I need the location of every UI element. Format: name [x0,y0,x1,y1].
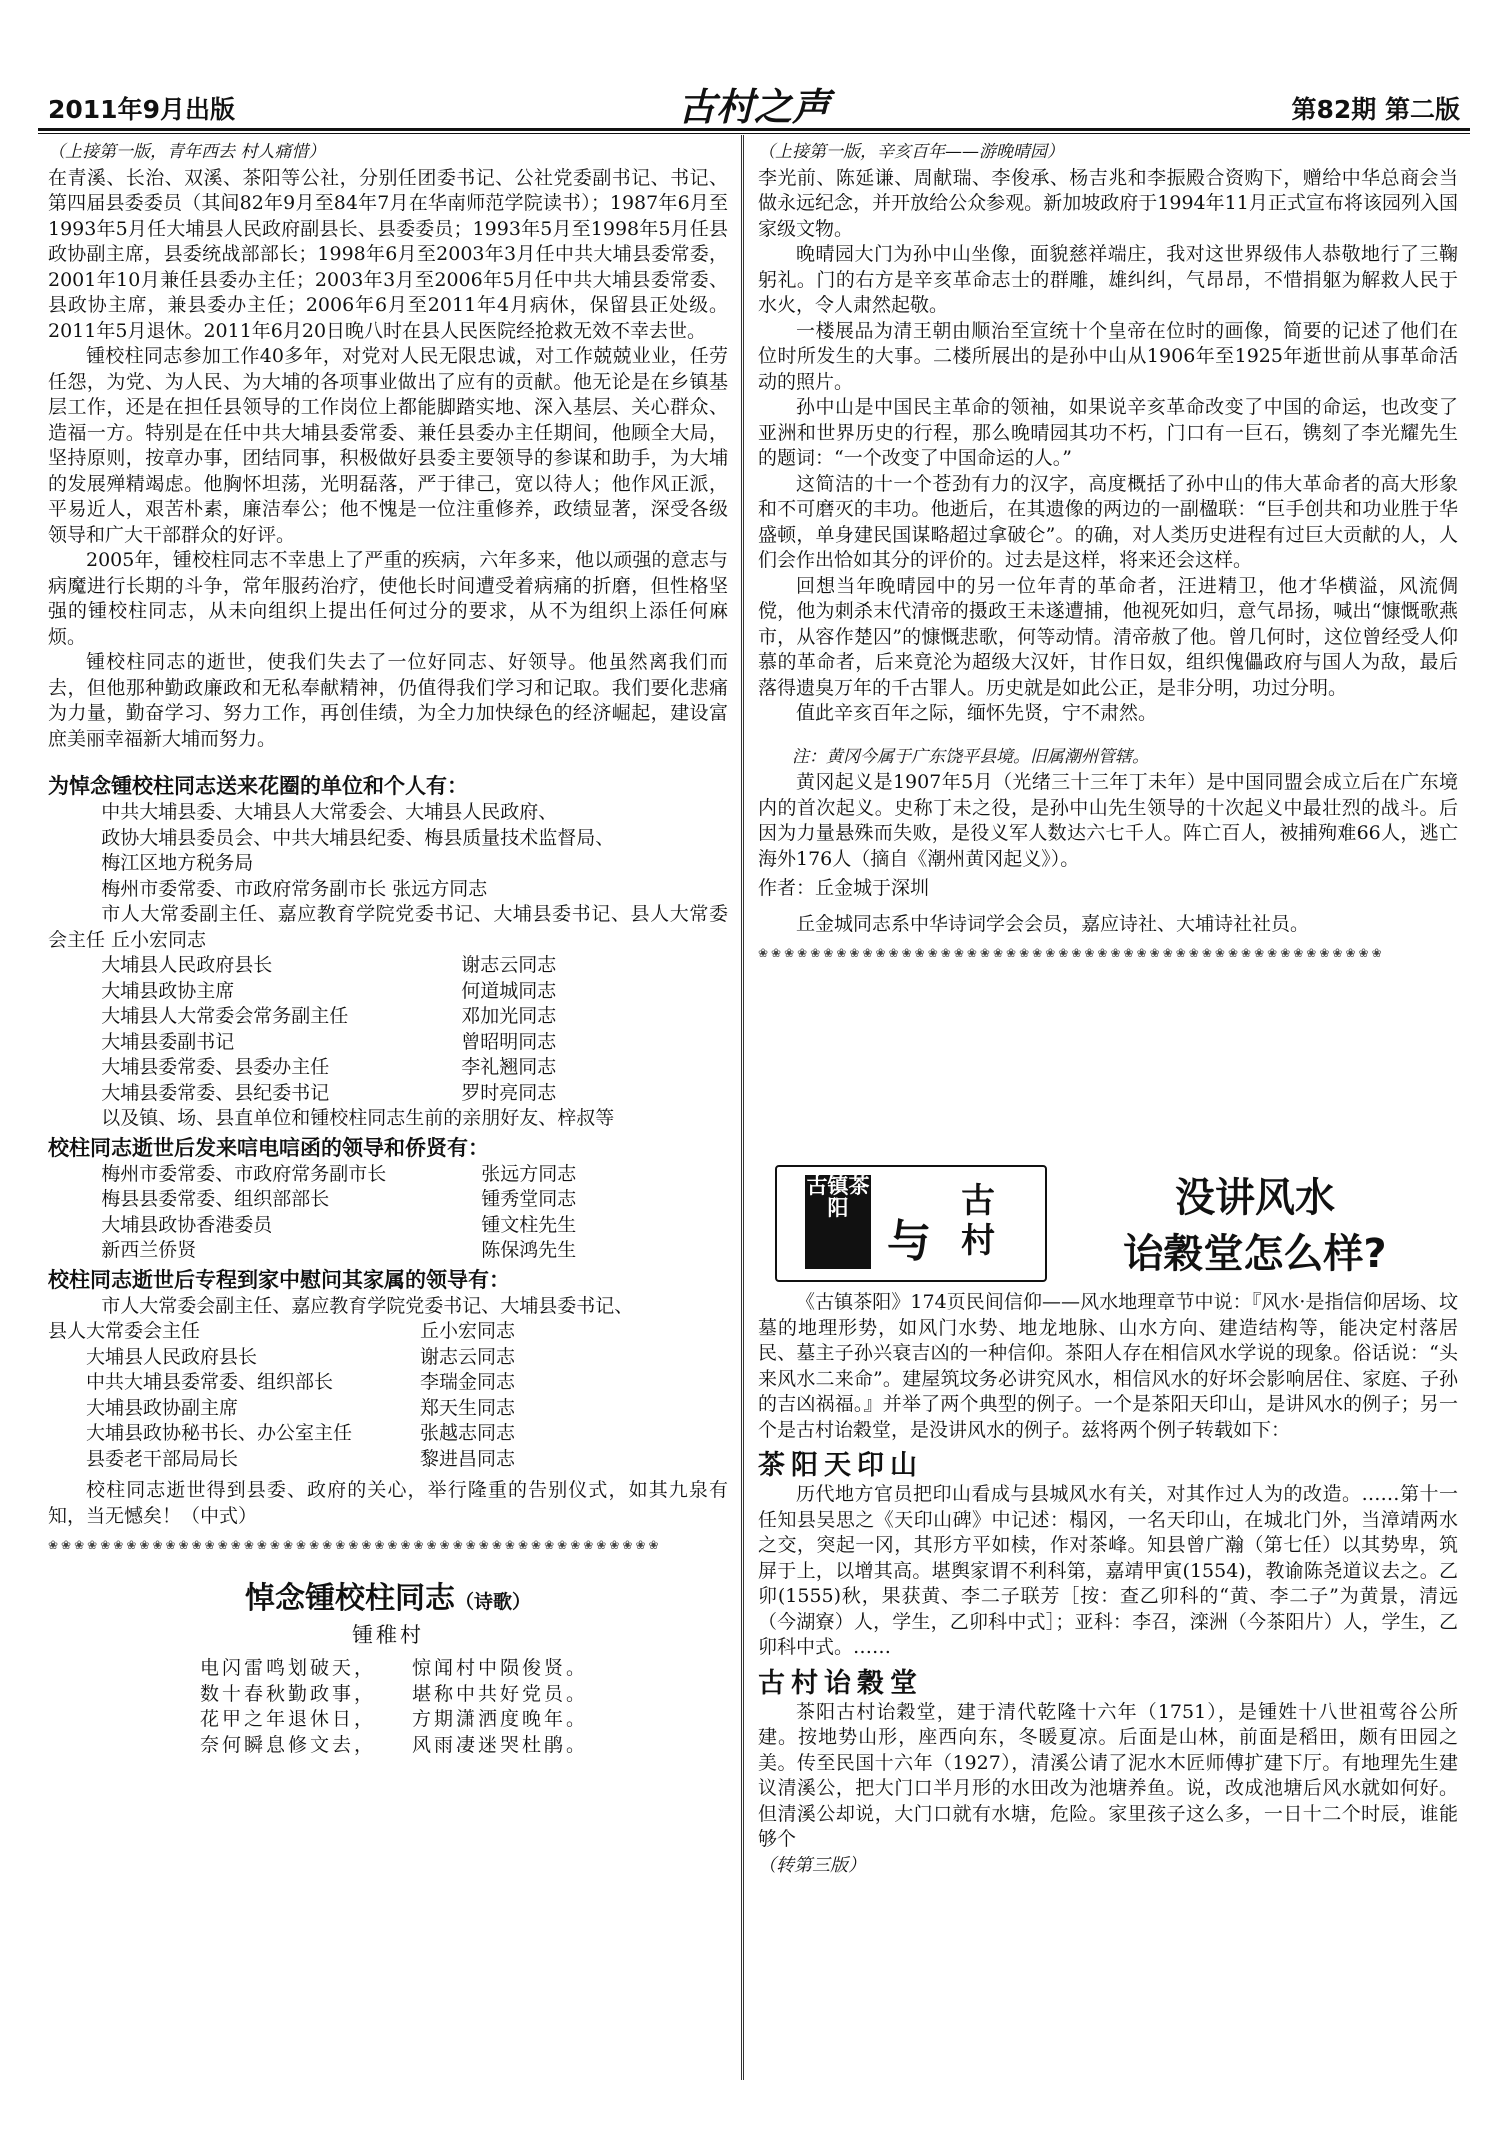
subheading: 古村诒穀堂 [758,1667,923,1699]
two-col-list [48,953,728,1106]
list-row: 大埔县政协副主席 郑天生同志 [86,1396,516,1419]
two-col-list [48,1319,728,1472]
subheading: 茶阳天印山 [758,1450,923,1481]
poem-title: 悼念锺校柱同志（诗歌） [244,1580,531,1616]
article-paragraph: 锺校柱同志的逝世，使我们失去了一位好同志、好领导。他虽然离我们而去，但他那种勤政廉政和无私奉献精神，仍值得我们学习和记取。我们要化悲痛为力量，勤奋学习、努力工作，再创佳绩，为全力加快绿色的经济崛起，建设富庶美丽幸福新大埔而努力。 [48,651,728,750]
poem-author: 锺稚村 [352,1622,424,1647]
left-column [48,140,728,1758]
list-row: 大埔县政协主席 何道城同志 [101,979,557,1002]
publish-date: 2011年9月出版 [48,95,235,124]
right-column-bottom [758,1290,1458,1878]
logo-mid-text: 与 [887,1216,931,1267]
right-column-top [758,140,1458,971]
list-row: 新西兰侨贤 陈保鸿先生 [101,1239,577,1261]
list-row: 大埔县政协秘书长、办公室主任 张越志同志 [86,1422,516,1444]
header-rule-thin [38,133,1470,134]
article-paragraph: 值此辛亥百年之际，缅怀先贤，宁不肃然。 [796,702,1158,724]
list-item: 以及镇、场、县直单位和锺校柱同志生前的亲朋好友、梓叔等 [101,1107,615,1129]
footnote-body: 黄冈起义是1907年5月（光绪三十三年丁未年）是中国同盟会成立后在广东境内的首次起义。史称丁未之役，是孙中山先生领导的十次起义中最壮烈的战斗。后因为力量悬殊而失败，是役义军人数达六七千人。阵亡百人，被捕殉难66人，逃亡海外176人（摘自《潮州黄冈起义》）。 [758,771,1458,870]
logo-right-text: 古村 [961,1181,995,1261]
article-paragraph: 2005年，锺校柱同志不幸患上了严重的疾病，六年多来，他以顽强的意志与病魔进行长期的斗争，常年服药治疗，使他长时间遭受着病痛的折磨，但性格坚强的锺校柱同志，从未向组织上提出任何过分的要求，从不为组织上添任何麻烦。 [48,549,728,648]
list-item: 梅江区地方税务局 [101,852,254,874]
article-paragraph: 一楼展品为清王朝由顺治至宣统十个皇帝在位时的画像，简要的记述了他们在位时所发生的大事。二楼所展出的是孙中山从1906年至1925年逝世前从事革命活动的照片。 [758,319,1458,393]
list-item: 梅州市委常委、市政府常务副市长 张远方同志 [101,877,488,900]
header-rule [38,128,1470,131]
article-paragraph: 晚晴园大门为孙中山坐像，面貌慈祥端庄，我对这世界级伟人恭敬地行了三鞠躬礼。门的右方是辛亥革命志士的群雕，雄纠纠，气昂昂，不惜捐躯为解救人民于水火，令人肃然起敬。 [758,243,1458,316]
continuation-lead: （上接第一版，青年西去 村人痛惜） [48,142,326,162]
section-heading: 校柱同志逝世后专程到家中慰问其家属的领导有： [48,1267,510,1292]
article-paragraph: 锺校柱同志参加工作40多年，对党对人民无限忠诚，对工作兢兢业业，任劳任怨，为党、为人民、为大埔的各项事业做出了应有的贡献。他无论是在乡镇基层工作，还是在担任县领导的工作岗位上都能脚踏实地、深入基层、关心群众、造福一方。特别是在任中共大埔县委常委、兼任县委办主任期间，他顾全大局，坚持原则，按章办事，团结同事，积极做好县委主要领导的参谋和助手，为大埔的发展殚精竭虑。他胸怀坦荡，光明磊落，严于律己，宽以待人；他作风正派，平易近人，艰苦朴素，廉洁奉公；他不愧是一位注重修养，政绩显著，深受各级领导和广大干部群众的好评。 [48,345,728,546]
list-row: 大埔县政协香港委员 锺文柱先生 [101,1213,577,1236]
masthead: 古村之声 [677,84,830,129]
footnote: 注：黄冈今属于广东饶平县境。旧属潮州管辖。 [792,746,1149,767]
column-divider [741,135,744,2080]
list-item: 中共大埔县委、大埔县人大常委会、大埔县人民政府、 [101,801,558,823]
ornament-divider: ❀❀❀❀❀❀❀❀❀❀❀❀❀❀❀❀❀❀❀❀❀❀❀❀❀❀❀❀❀❀❀❀❀❀❀❀❀❀❀❀❀❀❀❀❀❀❀ [48,1538,662,1552]
continued-note: （转第三版） [758,1854,866,1876]
page-header [38,70,1470,130]
article-paragraph: 李光前、陈延谦、周献瑞、李俊承、杨吉兆和李振殿合资购下，赠给中华总商会当做永远纪念，并开放给公众参观。新加坡政府于1994年11月正式宣布将该园列入国家级文物。 [758,166,1458,240]
issue-number: 第82期 第二版 [1291,95,1460,124]
section-heading: 为悼念锺校柱同志送来花圈的单位和个人有： [48,774,468,798]
list-row: 县人大常委会主任 丘小宏同志 [48,1320,516,1342]
column-logo [775,1165,1045,1280]
list-row: 大埔县人民政府县长 谢志云同志 [86,1345,516,1368]
article-paragraph: 回想当年晚晴园中的另一位年青的革命者，汪进精卫，他才华横溢，风流倜傥，他为刺杀末代清帝的摄政王未遂遭捕，他视死如归，意气昂扬，喊出“慷慨歌燕市，从容作楚囚”的慷慨悲歌，何等动情。清帝赦了他。曾几何时，这位曾经受人仰慕的革命者，后来竟沦为超级大汉奸，甘作日奴，组织傀儡政府与国人为敌，最后落得遗臭万年的千古罪人。历史就是如此公正，是非分明，功过分明。 [758,574,1458,699]
list-row: 梅县县委常委、组织部部长 锺秀堂同志 [101,1188,577,1210]
author-bio: 丘金城同志系中华诗词学会会员，嘉应诗社、大埔诗社社员。 [796,912,1310,935]
two-col-list [48,1162,728,1264]
list-item: 市人大常委副主任、嘉应教育学院党委书记、大埔县委书记、县人大常委会主任 丘小宏同志 [48,903,728,951]
list-row: 中共大埔县委常委、组织部长 李瑞金同志 [86,1371,516,1393]
list-row: 大埔县委常委、县纪委书记 罗时亮同志 [101,1081,557,1104]
ornament-divider: ❀❀❀❀❀❀❀❀❀❀❀❀❀❀❀❀❀❀❀❀❀❀❀❀❀❀❀❀❀❀❀❀❀❀❀❀❀❀❀❀❀❀❀❀❀❀❀❀ [758,946,1385,960]
list-item: 政协大埔县委员会、中共大埔县纪委、梅县质量技术监督局、 [101,826,615,849]
list-row: 梅州市委常委、市政府常务副市长 张远方同志 [101,1162,577,1185]
article-paragraph: 《古镇茶阳》174页民间信仰——风水地理章节中说：『风水·是指信仰居场、坟墓的地理形势，如风门水势、地龙地脉、山水方向、建造结构等，能决定村落居民、墓主子孙兴衰吉凶的一种信仰。茶阳人存在相信风水学说的现象。俗话说：“头来风水二来命”。建屋筑坟务必讲究风水，相信风水的好坏会影响居住、家庭、子孙的吉凶祸福。』并举了两个典型的例子。一个是茶阳天印山，是讲风水的例子；另一个是古村诒穀堂，是没讲风水的例子。兹将两个例子转载如下： [758,1291,1458,1441]
article-paragraph: 孙中山是中国民主革命的领袖，如果说辛亥革命改变了中国的命运，也改变了亚洲和世界历史的行程，那么晚晴园其功不朽，门口有一巨石，镌刻了李光耀先生的题词：“一个改变了中国命运的人。” [758,396,1458,469]
logo-left-text: 古镇茶阳 [805,1175,871,1269]
article-paragraph: 这简洁的十一个苍劲有力的汉字，高度概括了孙中山的伟大革命者的高大形象和不可磨灭的丰功。他逝后，在其遗像的两边的一副楹联：“巨手创共和功业胜于华盛顿，单身建民国谋略超过拿破仑”。的确，对人类历史进程有过巨大贡献的人，人们会作出恰如其分的评价的。过去是这样，将来还会这样。 [758,472,1458,571]
poem-line: 数十春秋勤政事， 堪称中共好党员。 [200,1682,589,1705]
list-item: 市人大常委会副主任、嘉应教育学院党委书记、大埔县委书记、 [101,1294,634,1317]
list-row: 大埔县人民政府县长 谢志云同志 [101,954,557,976]
list-row: 大埔县人大常委会常务副主任 邓加光同志 [101,1005,557,1027]
poem-line: 电闪雷鸣划破天， 惊闻村中陨俊贤。 [200,1657,589,1679]
poem-line: 奈何瞬息修文去， 风雨凄迷哭杜鹃。 [200,1733,589,1756]
article-paragraph: 历代地方官员把印山看成与县城风水有关，对其作过人为的改造。……第十一任知县吴思之《天印山碑》中记述：榻冈，一名天印山，在城北门外，当漳靖两水之交，突起一冈，其形方平如椟，作对茶峰。知县曾广瀚（第七任）以其势卑，筑屏于上，以增其高。堪舆家谓不利科第，嘉靖甲寅(1554)，教谕陈尧道议去之。乙卯(1555)秋，果获黄、李二子联芳［按：查乙卯科的“黄、李二子”为黄景，清远（今湖寮）人，学生，乙卯科中式］；亚科：李召，滦洲（今茶阳片）人，学生，乙卯科中式。…… [758,1483,1458,1658]
author-line: 作者：丘金城于深圳 [758,877,930,899]
list-row: 大埔县委常委、县委办主任 李礼翘同志 [101,1056,557,1078]
list-row: 大埔县委副书记 曾昭明同志 [101,1030,557,1053]
article-title: 没讲风水 诒穀堂怎么样? [1123,1175,1387,1277]
poem-line: 花甲之年退休日， 方期潇洒度晚年。 [200,1708,589,1730]
section-heading: 校柱同志逝世后发来唁电唁函的领导和侨贤有： [48,1135,489,1160]
list-row: 县委老干部局局长 黎进昌同志 [86,1447,516,1470]
article-paragraph: 校柱同志逝世得到县委、政府的关心，举行隆重的告别仪式，如其九泉有知，当无憾矣！（中式） [48,1479,728,1527]
continuation-lead: （上接第一版，辛亥百年——游晚晴园） [758,142,1064,162]
article-paragraph: 茶阳古村诒穀堂，建于清代乾隆十六年（1751），是锺姓十八世祖莺谷公所建。按地势山形，座西向东，冬暖夏凉。后面是山林，前面是稻田，颇有田园之美。传至民国十六年（1927），清溪公请了泥水木匠师傅扩建下厅。有地理先生建议清溪公，把大门口半月形的水田改为池塘养鱼。说，改成池塘后风水就如何好。但清溪公却说，大门口就有水塘，危险。家里孩子这么多，一日十二个时辰，谁能够个 [758,1700,1458,1850]
article-paragraph: 在青溪、长治、双溪、茶阳等公社，分别任团委书记、公社党委副书记、书记、第四届县委委员（其间82年9月至84年7月在华南师范学院读书）；1987年6月至1993年5月任大埔县人民政府副县长、县委委员；1993年5月至1998年5月任县政协副主席，县委统战部部长；1998年6月至2003年3月任中共大埔县委常委，2001年10月兼任县委办主任；2003年3月至2006年5月任中共大埔县委常委、县政协主席，兼县委办主任；2006年6月至2011年4月病休，保留县正处级。2011年5月退休。2011年6月20日晚八时在县人民医院经抢救无效不幸去世。 [48,166,728,342]
